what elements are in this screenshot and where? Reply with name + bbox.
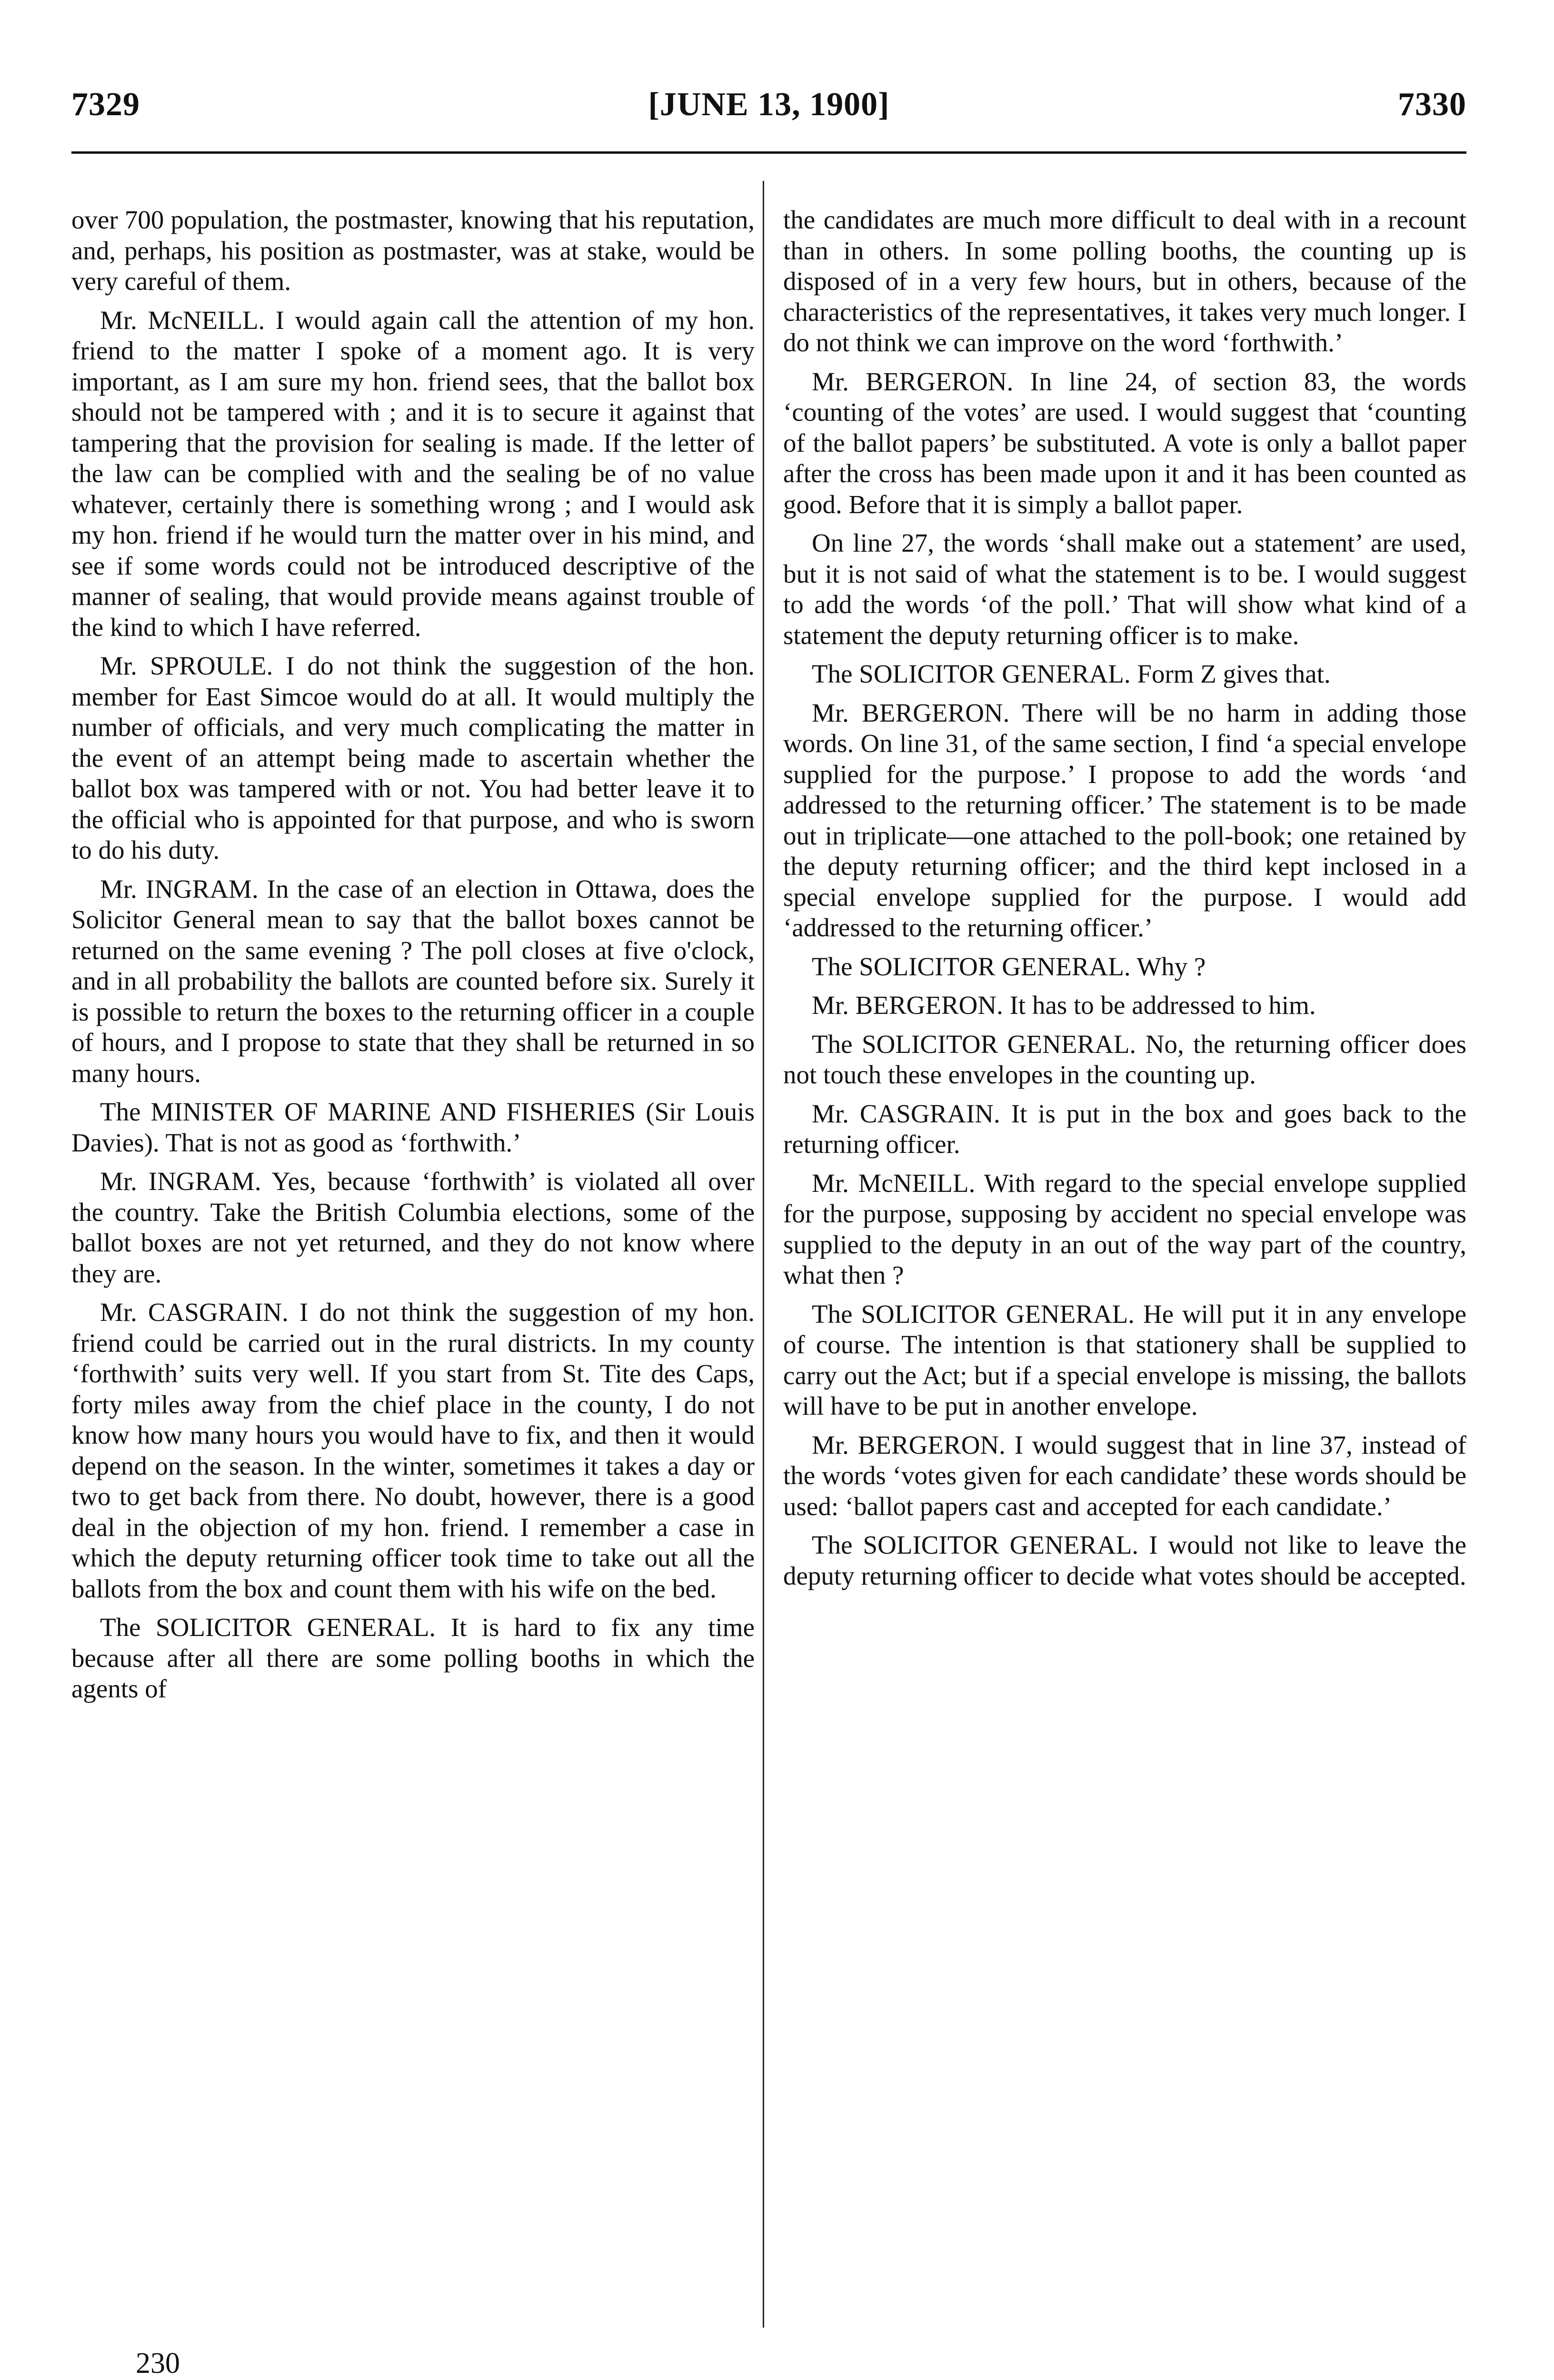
speaker-name: The SOLICITOR GENERAL.	[812, 1530, 1139, 1559]
speaker-name: Mr. BERGERON.	[812, 991, 1003, 1020]
paragraph	[71, 205, 755, 297]
paragraph	[783, 952, 1466, 982]
paragraph-text: I do not think the suggestion of my hon. friend could be carried out in the rural districts. In my county ‘forthwith’ suits very well. If you start from St. Tite des Caps, forty miles away from the chief place in the county, I do not know how many hours you would have to fix, and then it would depend on the season. In the winter, sometimes it takes a day or two to get back from there. No doubt, however, there is a good deal in the objection of my hon. friend. I remember a case in which the deputy returning officer took time to take out all the ballots from the box and count them with his wife on the bed.	[71, 1298, 755, 1603]
paragraph	[783, 659, 1466, 690]
paragraph	[783, 528, 1466, 651]
paragraph	[783, 1029, 1466, 1091]
header-rule	[71, 151, 1466, 154]
speaker-name: Mr. McNEILL.	[812, 1168, 976, 1198]
page-header	[71, 86, 1466, 143]
column-divider	[763, 181, 764, 2328]
paragraph	[783, 205, 1466, 358]
paragraph-text: I do not think the suggestion of the hon. member for East Simcoe would do at all. It would multiply the number of officials, and very much complicating the matter in the event of an attempt being made to ascertain whether the ballot box was tampered with or not. You had better leave it to the official who is appointed for that purpose, and who is sworn to do his duty.	[71, 651, 755, 864]
paragraph-text: That is not as good as ‘forthwith.’	[159, 1128, 521, 1157]
paragraph-text: over 700 population, the postmaster, knowing that his reputation, and, perhaps, his position as postmaster, was at stake, would be very careful of them.	[71, 205, 755, 296]
speaker-name: Mr. McNEILL.	[100, 305, 265, 335]
paragraph-text: Form Z gives that.	[1130, 659, 1331, 688]
page-number-left: 7329	[71, 86, 140, 123]
right-column	[783, 205, 1466, 1599]
paragraph-text: No, the returning officer does not touch these envelopes in the counting up.	[783, 1029, 1466, 1089]
paragraph-text: It has to be addressed to him.	[1003, 991, 1316, 1020]
paragraph	[71, 1166, 755, 1289]
paragraph	[71, 651, 755, 866]
paragraph-text: With regard to the special envelope supplied for the purpose, supposing by accident no special envelope was supplied to the deputy in an out of the way part of the country, what then ?	[783, 1168, 1466, 1289]
speaker-name: The SOLICITOR GENERAL.	[812, 1299, 1135, 1329]
paragraph	[783, 1530, 1466, 1591]
paragraph-text: On line 27, the words ‘shall make out a statement’ are used, but it is not said of what the statement is to be. I would suggest to add the words ‘of the poll.’ That will show what kind of a statement the deputy returning officer is to make.	[783, 528, 1466, 650]
paragraph	[783, 698, 1466, 943]
paragraph	[783, 1430, 1466, 1522]
paragraph	[71, 1297, 755, 1604]
paragraph-text: It is put in the box and goes back to the returning officer.	[783, 1099, 1466, 1159]
left-column	[71, 205, 755, 1713]
paragraph-text: Yes, because ‘forthwith’ is violated all over the country. Take the British Columbia elections, some of the ballot boxes are not yet returned, and they do not know where they are.	[71, 1167, 755, 1288]
paragraph	[71, 305, 755, 643]
paragraph	[783, 1168, 1466, 1291]
paragraph-text: In the case of an election in Ottawa, does the Solicitor General mean to say that the ballot boxes cannot be returned on the same evening ? The poll closes at five o'clock, and in all probability the ballots are counted before six. Surely it is possible to return the boxes to the returning officer in a couple of hours, and I propose to state that they shall be returned in so many hours.	[71, 874, 755, 1088]
paragraph	[71, 1097, 755, 1158]
paragraph-text: There will be no harm in adding those words. On line 31, of the same section, I find ‘a special envelope supplied for the purpose.’ I propose to add the words ‘and addressed to the returning officer.’ The statement is to be made out in triplicate—one attached to the poll-book; one retained by the deputy returning officer; and the third kept inclosed in a special envelope supplied for the purpose. I would add ‘addressed to the returning officer.’	[783, 698, 1467, 942]
paragraph	[783, 367, 1466, 520]
paragraph-text: the candidates are much more difficult to deal with in a recount than in others. In some polling booths, the counting up is disposed of in a very few hours, but in others, because of the characteristics of the representatives, it takes very much longer. I do not think we can improve on the word ‘forthwith.’	[783, 205, 1466, 357]
paragraph-text: Why ?	[1130, 952, 1206, 981]
paragraph	[783, 1099, 1466, 1160]
speaker-name: Mr. BERGERON.	[812, 367, 1014, 396]
speaker-name: The SOLICITOR GENERAL.	[812, 1029, 1136, 1059]
speaker-name: Mr. BERGERON.	[812, 698, 1010, 727]
speaker-name: The SOLICITOR GENERAL.	[100, 1613, 436, 1642]
speaker-name: Mr. INGRAM.	[100, 1167, 261, 1196]
page-number-right: 7330	[1398, 86, 1466, 123]
paragraph	[783, 990, 1466, 1021]
speaker-name: Mr. BERGERON.	[812, 1430, 1006, 1459]
page-date: [JUNE 13, 1900]	[648, 86, 890, 123]
speaker-name: Mr. SPROULE.	[100, 651, 273, 680]
speaker-name: The SOLICITOR GENERAL.	[812, 952, 1131, 981]
speaker-name: The MINISTER OF MARINE AND FISHERIES (Sir Louis Davies).	[71, 1097, 755, 1157]
paragraph-text: In line 24, of section 83, the words ‘counting of the votes’ are used. I would suggest that ‘counting of the ballot papers’ be substituted. A vote is only a ballot paper after the cross has been made upon it and it has been counted as good. Before that it is simply a ballot paper.	[783, 367, 1467, 519]
paragraph-text: It is hard to fix any time because after all there are some polling booths in which the agents of	[71, 1613, 755, 1703]
paragraph	[71, 874, 755, 1089]
paragraph-text: I would suggest that in line 37, instead of the words ‘votes given for each candidate’ these words should be used: ‘ballot papers cast and accepted for each candidate.’	[783, 1430, 1466, 1521]
footer-page-number: 230	[136, 2347, 180, 2380]
speaker-name: Mr. CASGRAIN.	[812, 1099, 1000, 1128]
paragraph	[71, 1612, 755, 1705]
paragraph-text: He will put it in any envelope of course. The intention is that stationery shall be supplied to carry out the Act; but if a special envelope is missing, the ballots will have to be put in another envelope.	[783, 1299, 1466, 1420]
paragraph-text: I would again call the attention of my hon. friend to the matter I spoke of a moment ago. It is very important, as I am sure my hon. friend sees, that the ballot box should not be tampered with ; and it is to secure it against that tampering that the provision for sealing is made. If the letter of the law can be complied with and the sealing be of no value whatever, certainly there is something wrong ; and I would ask my hon. friend if he would turn the matter over in his mind, and see if some words could not be introduced descriptive of the manner of sealing, that would provide means against trouble of the kind to which I have referred.	[71, 305, 755, 642]
paragraph	[783, 1299, 1466, 1422]
speaker-name: Mr. CASGRAIN.	[100, 1298, 289, 1327]
speaker-name: Mr. INGRAM.	[100, 874, 259, 903]
speaker-name: The SOLICITOR GENERAL.	[812, 659, 1131, 688]
paragraph-text: I would not like to leave the deputy returning officer to decide what votes should be accepted.	[783, 1530, 1466, 1590]
